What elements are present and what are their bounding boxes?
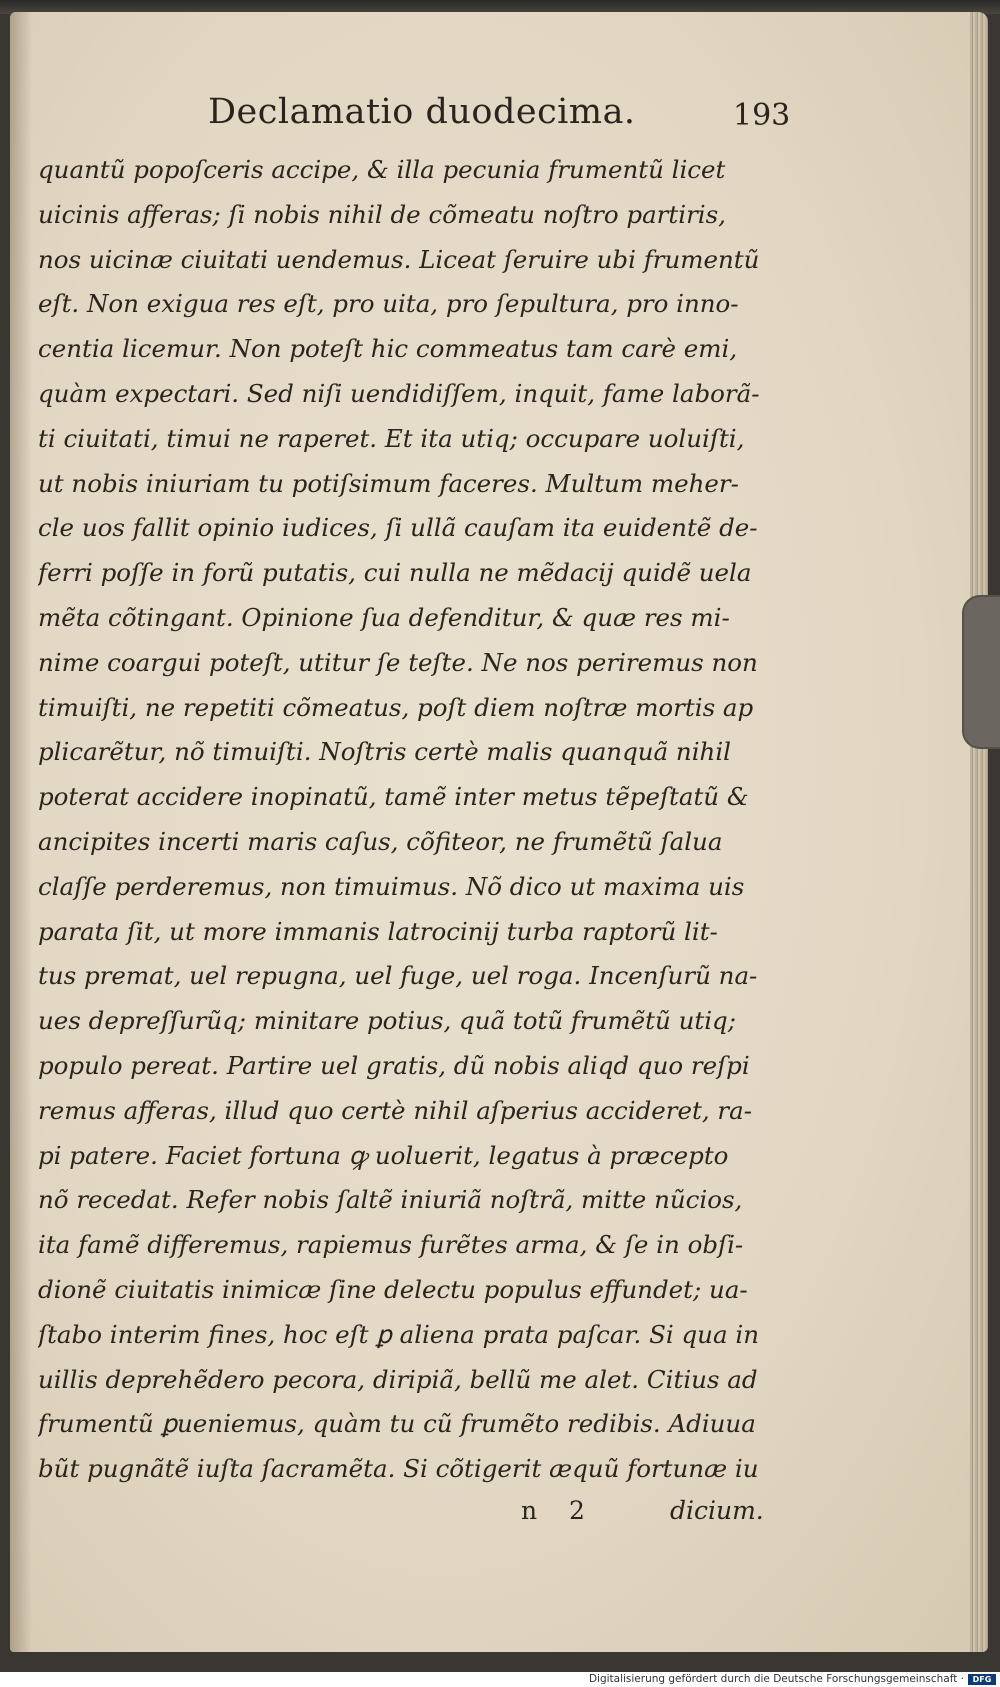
text-block: [38, 92, 798, 1544]
text-line: ues depreſſurũq; minitare potius, quã totũ frumẽtũ utiq;: [38, 1006, 736, 1036]
text-line: parata ſit, ut more immanis latrocinij turba raptorũ lit-: [38, 916, 718, 946]
text-line: uicinis afferas; ſi nobis nihil de cõmeatu noſtro partiris,: [38, 199, 726, 229]
text-line: timuiſti, ne repetiti cõmeatus, poſt diem noſtræ mortis ap: [38, 692, 754, 722]
credit-bar: [0, 1672, 1000, 1687]
text-line: plicarẽtur, nõ timuiſti. Noſtris certè malis quanquã nihil: [38, 737, 731, 767]
text-line: nos uicinæ ciuitati uendemus. Liceat ſeruire ubi frumentũ: [38, 244, 760, 274]
page-header: [38, 92, 798, 146]
dfg-logo-icon: DFG: [968, 1674, 996, 1685]
book-page: [10, 12, 988, 1652]
text-line: pi patere. Faciet fortuna ꝙ uoluerit, legatus à præcepto: [38, 1140, 729, 1170]
text-line: eſt. Non exigua res eſt, pro uita, pro ſepultura, pro inno-: [38, 289, 739, 319]
book-clasp: [962, 595, 1000, 749]
credit-text: Digitalisierung gefördert durch die Deutsche Forschungsgemeinschaft ·: [588, 1673, 964, 1685]
text-line: nime coargui poteſt, utitur ſe teſte. Ne nos periremus non: [38, 647, 758, 677]
text-line: uillis deprehẽdero pecora, diripiã, bellũ me alet. Citius ad: [38, 1364, 758, 1394]
page-footer: [38, 1496, 798, 1544]
text-line: quàm expectari. Sed niſi uendidiſſem, inquit, fame laborã-: [38, 378, 760, 408]
text-line: ſtabo interim fines, hoc eſt ꝑ aliena prata paſcar. Si qua in: [38, 1319, 759, 1349]
text-line: claſſe perderemus, non timuimus. Nõ dico ut maxima uis: [38, 871, 745, 901]
signature-mark: n 2: [521, 1495, 597, 1525]
text-line: cle uos fallit opinio iudices, ſi ullã cauſam ita euidentẽ de-: [38, 513, 758, 543]
text-line: ita famẽ differemus, rapiemus furẽtes arma, & ſe in obſi-: [38, 1230, 744, 1260]
text-line: ferri poſſe in forũ putatis, cui nulla ne mẽdacij quidẽ uela: [38, 558, 752, 588]
text-line: populo pereat. Partire uel gratis, dũ nobis aliqd quo reſpi: [38, 1050, 750, 1080]
page-edges: [970, 12, 988, 1652]
text-line: ti ciuitati, timui ne raperet. Et ita utiq; occupare uoluiſti,: [38, 423, 745, 453]
text-line: frumentũ ꝑueniemus, quàm tu cũ frumẽto redibis. Adiuua: [38, 1409, 756, 1439]
page-number: 193: [733, 98, 791, 133]
text-line: tus premat, uel repugna, uel fuge, uel roga. Incenſurũ na-: [38, 961, 758, 991]
running-title: Declamatio duodecima.: [208, 92, 636, 132]
text-line: mẽta cõtingant. Opinione ſua defenditur, & quæ res mi-: [38, 602, 730, 632]
text-line: ut nobis iniuriam tu potiſsimum faceres. Multum meher-: [38, 468, 739, 498]
catchword: dicium.: [670, 1495, 764, 1525]
text-line: centia licemur. Non poteſt hic commeatus tam carè emi,: [38, 334, 738, 364]
text-line: nõ recedat. Refer nobis ſaltẽ iniuriã noſtrã, mitte nũcios,: [38, 1185, 743, 1215]
text-line: poterat accidere inopinatũ, tamẽ inter metus tẽpeſtatũ &: [38, 782, 749, 812]
text-line: remus afferas, illud quo certè nihil aſperius accideret, ra-: [38, 1095, 753, 1125]
text-line: dionẽ ciuitatis inimicæ ſine delectu populus effundet; ua-: [38, 1274, 748, 1304]
page-paper: [10, 12, 975, 1652]
body-text: [38, 148, 798, 1492]
gutter-shadow: [10, 12, 32, 1652]
text-line: bũt pugnãtẽ iuſta ſacramẽta. Si cõtigerit æquũ fortunæ iu: [38, 1454, 759, 1484]
text-line: ancipites incerti maris caſus, cõfiteor, ne frumẽtũ ſalua: [38, 826, 723, 856]
text-line: quantũ popoſceris accipe, & illa pecunia frumentũ licet: [38, 155, 726, 184]
